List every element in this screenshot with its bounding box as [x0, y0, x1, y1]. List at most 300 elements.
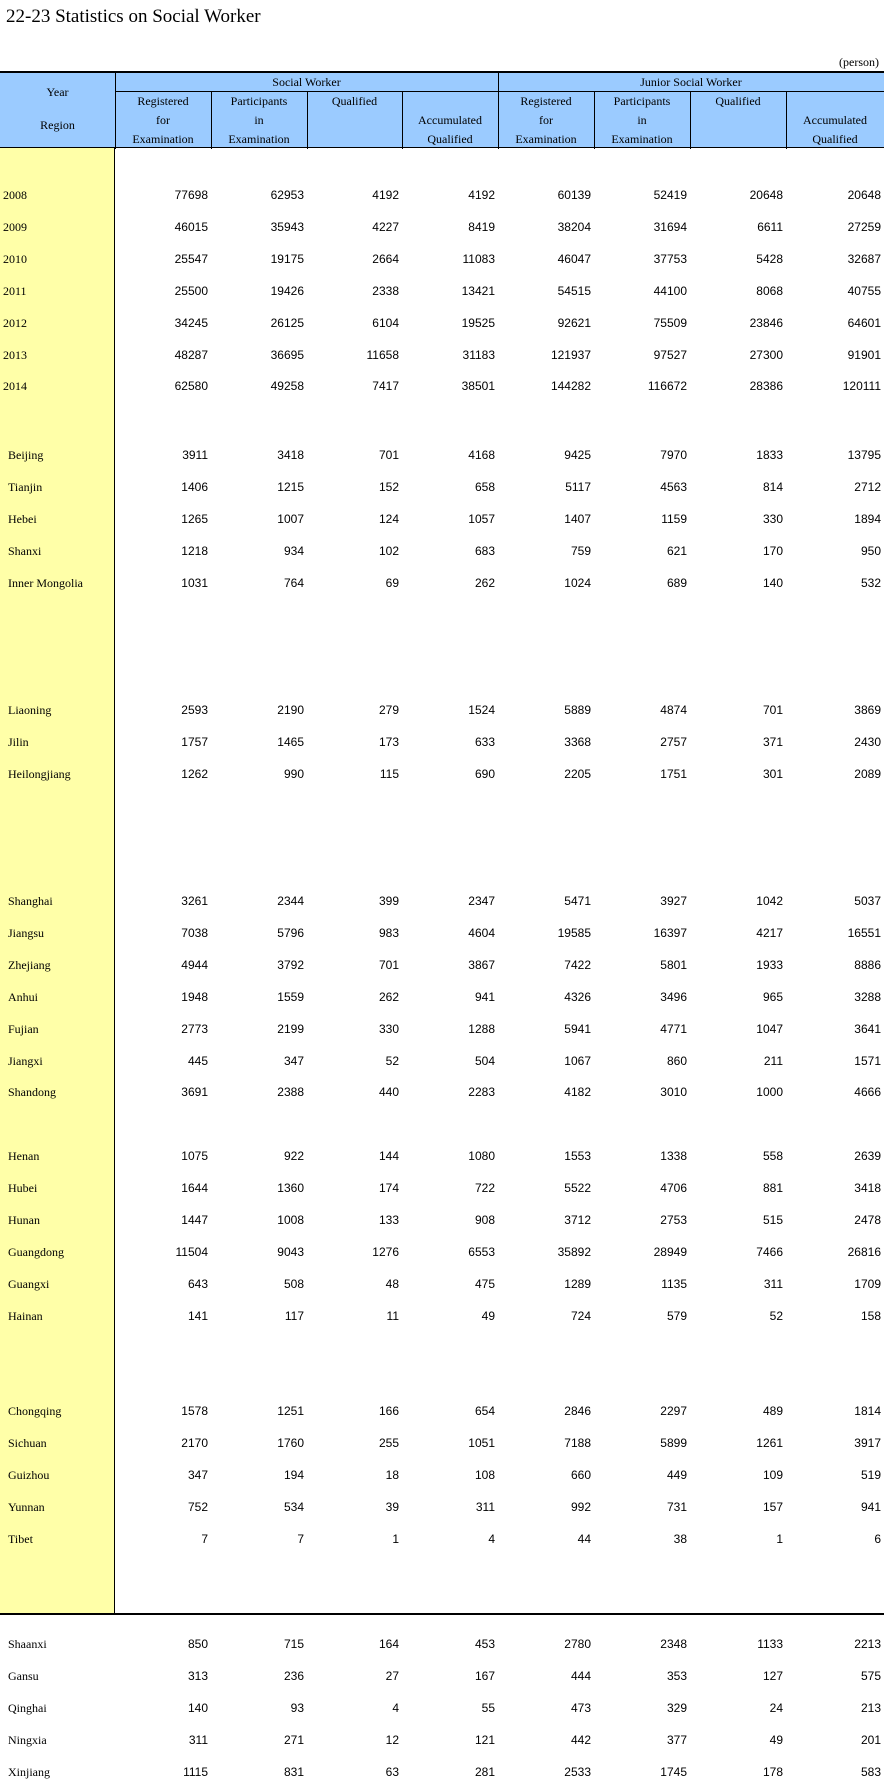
cell-value: 701 — [378, 448, 399, 462]
cell-value: 25500 — [174, 283, 208, 298]
row-label: Hebei — [8, 511, 37, 526]
cell-value: 440 — [378, 1085, 399, 1100]
row-label: Inner Mongolia — [8, 575, 83, 590]
column-header-line: Examination — [515, 132, 577, 146]
cell-value: 701 — [378, 957, 399, 972]
column-header-line: Qualified — [812, 132, 858, 146]
cell-value: 992 — [570, 1499, 591, 1514]
table-row — [0, 1082, 884, 1102]
cell-value: 35892 — [557, 1244, 591, 1259]
cell-value: 860 — [666, 1053, 687, 1068]
table-row — [0, 1178, 884, 1198]
table-row — [0, 1433, 884, 1453]
cell-value: 2388 — [277, 1085, 304, 1100]
cell-value: 377 — [666, 1732, 687, 1747]
cell-value: 814 — [762, 479, 783, 494]
cell-value: 20648 — [847, 188, 881, 202]
table-row — [0, 1306, 884, 1326]
cell-value: 46015 — [174, 219, 208, 234]
cell-value: 715 — [283, 1637, 304, 1651]
cell-value: 1042 — [756, 894, 783, 908]
cell-value: 6 — [874, 1531, 881, 1546]
cell-value: 2846 — [564, 1404, 591, 1418]
page-title: 22-23 Statistics on Social Worker — [6, 6, 261, 27]
cell-value: 38 — [673, 1531, 687, 1546]
cell-value: 211 — [763, 1053, 783, 1068]
cell-value: 329 — [666, 1700, 687, 1715]
cell-value: 1757 — [181, 734, 208, 749]
column-header — [307, 92, 402, 111]
cell-value: 2190 — [277, 703, 304, 717]
cell-value: 38204 — [557, 219, 591, 234]
cell-value: 92621 — [557, 315, 591, 330]
cell-value: 117 — [284, 1308, 304, 1323]
header-divider — [690, 91, 691, 149]
cell-value: 2757 — [660, 734, 687, 749]
cell-value: 4326 — [564, 989, 591, 1004]
cell-value: 3911 — [182, 448, 208, 462]
header-divider — [786, 91, 787, 149]
cell-value: 1559 — [277, 989, 304, 1004]
cell-value: 49 — [769, 1732, 783, 1747]
cell-value: 701 — [762, 703, 783, 717]
cell-value: 24 — [769, 1700, 783, 1715]
cell-value: 660 — [570, 1467, 591, 1482]
header-year: Year — [46, 85, 69, 99]
cell-value: 64601 — [847, 315, 881, 330]
cell-value: 1 — [392, 1531, 399, 1546]
column-header-line: Accumulated — [418, 113, 482, 127]
table-row — [0, 987, 884, 1007]
cell-value: 2348 — [660, 1637, 687, 1651]
cell-value: 2213 — [854, 1637, 881, 1651]
cell-value: 5796 — [277, 925, 304, 940]
cell-value: 4 — [392, 1700, 399, 1715]
cell-value: 140 — [187, 1700, 208, 1715]
column-header — [594, 92, 690, 149]
cell-value: 689 — [666, 575, 687, 590]
table-row — [0, 1210, 884, 1230]
table-row — [0, 477, 884, 497]
cell-value: 255 — [378, 1435, 399, 1450]
cell-value: 4168 — [468, 448, 495, 462]
column-header-line: Examination — [228, 132, 290, 146]
column-header — [115, 92, 211, 149]
cell-value: 3869 — [854, 703, 881, 717]
table-row — [0, 1634, 884, 1654]
cell-value: 52419 — [653, 188, 687, 202]
header-divider — [498, 73, 499, 149]
row-label: Shaanxi — [8, 1637, 47, 1651]
cell-value: 8068 — [756, 283, 783, 298]
cell-value: 1218 — [181, 543, 208, 558]
cell-value: 109 — [762, 1467, 783, 1482]
cell-value: 4874 — [660, 703, 687, 717]
cell-value: 20648 — [749, 188, 783, 202]
cell-value: 1024 — [564, 575, 591, 590]
cell-value: 731 — [666, 1499, 687, 1514]
row-label: Guangdong — [8, 1244, 64, 1259]
row-label: Qinghai — [8, 1700, 47, 1715]
cell-value: 371 — [762, 734, 783, 749]
header-group-junior-social-worker: Junior Social Worker — [640, 75, 742, 89]
column-header-line: in — [254, 113, 264, 127]
cell-value: 1933 — [756, 957, 783, 972]
cell-value: 3641 — [854, 1021, 881, 1036]
cell-value: 3867 — [468, 957, 495, 972]
cell-value: 281 — [474, 1764, 495, 1779]
cell-value: 1008 — [277, 1212, 304, 1227]
cell-value: 60139 — [557, 188, 591, 202]
cell-value: 3496 — [660, 989, 687, 1004]
cell-value: 347 — [283, 1053, 304, 1068]
table-row — [0, 891, 884, 911]
cell-value: 19525 — [461, 315, 495, 330]
cell-value: 941 — [474, 989, 495, 1004]
cell-value: 311 — [188, 1732, 208, 1747]
cell-value: 5801 — [660, 957, 687, 972]
cell-value: 1338 — [660, 1149, 687, 1163]
table-row — [0, 923, 884, 943]
cell-value: 31183 — [462, 347, 495, 362]
cell-value: 19426 — [270, 283, 304, 298]
cell-value: 532 — [860, 575, 881, 590]
cell-value: 5471 — [564, 894, 591, 908]
cell-value: 311 — [763, 1276, 783, 1291]
cell-value: 16551 — [847, 925, 881, 940]
column-header-line: Qualified — [427, 132, 473, 146]
column-header — [786, 111, 884, 149]
cell-value: 449 — [666, 1467, 687, 1482]
cell-value: 5941 — [564, 1021, 591, 1036]
cell-value: 1553 — [564, 1149, 591, 1163]
cell-value: 3712 — [564, 1212, 591, 1227]
cell-value: 1814 — [854, 1404, 881, 1418]
row-label: Ningxia — [8, 1732, 47, 1747]
row-label: Shanxi — [8, 543, 42, 558]
cell-value: 1406 — [181, 479, 208, 494]
table-row — [0, 185, 884, 205]
cell-value: 1578 — [181, 1404, 208, 1418]
cell-value: 152 — [378, 479, 399, 494]
table-row — [0, 541, 884, 561]
cell-value: 1007 — [277, 511, 304, 526]
cell-value: 313 — [187, 1668, 208, 1683]
cell-value: 124 — [378, 511, 399, 526]
cell-value: 4771 — [660, 1021, 687, 1036]
cell-value: 157 — [762, 1499, 783, 1514]
cell-value: 473 — [570, 1700, 591, 1715]
cell-value: 442 — [570, 1732, 591, 1747]
cell-value: 2712 — [854, 479, 881, 494]
column-header-line: Accumulated — [803, 113, 867, 127]
cell-value: 11658 — [366, 347, 399, 362]
cell-value: 5117 — [565, 479, 591, 494]
cell-value: 7970 — [660, 448, 687, 462]
cell-value: 1289 — [564, 1276, 591, 1291]
cell-value: 201 — [860, 1732, 881, 1747]
cell-value: 908 — [474, 1212, 495, 1227]
cell-value: 44 — [577, 1531, 591, 1546]
cell-value: 4666 — [854, 1085, 881, 1100]
cell-value: 31694 — [653, 219, 687, 234]
cell-value: 983 — [378, 925, 399, 940]
row-label: Jiangsu — [8, 925, 44, 940]
column-header-line: in — [637, 113, 647, 127]
cell-value: 49 — [481, 1308, 495, 1323]
row-label: Guangxi — [8, 1276, 50, 1291]
header-divider — [307, 91, 308, 149]
cell-value: 262 — [474, 575, 495, 590]
cell-value: 1407 — [564, 511, 591, 526]
row-label: Jilin — [8, 734, 29, 749]
cell-value: 1524 — [468, 703, 495, 717]
cell-value: 301 — [762, 766, 783, 781]
cell-value: 752 — [187, 1499, 208, 1514]
cell-value: 13421 — [461, 283, 495, 298]
cell-value: 54515 — [557, 283, 591, 298]
cell-value: 1000 — [756, 1085, 783, 1100]
cell-value: 1644 — [181, 1180, 208, 1195]
header-group-social-worker: Social Worker — [272, 75, 341, 89]
row-label: 2010 — [3, 251, 27, 266]
cell-value: 445 — [187, 1053, 208, 1068]
cell-value: 27259 — [847, 219, 881, 234]
column-header-line: Examination — [611, 132, 673, 146]
cell-value: 2664 — [372, 251, 399, 266]
cell-value: 108 — [474, 1467, 495, 1482]
cell-value: 9425 — [564, 448, 591, 462]
cell-value: 3418 — [854, 1180, 881, 1195]
table-row — [0, 1497, 884, 1517]
cell-value: 764 — [283, 575, 304, 590]
cell-value: 3368 — [564, 734, 591, 749]
cell-value: 7038 — [181, 925, 208, 940]
cell-value: 330 — [378, 1021, 399, 1036]
cell-value: 4227 — [372, 219, 399, 234]
cell-value: 26125 — [270, 315, 304, 330]
cell-value: 1447 — [181, 1212, 208, 1227]
cell-value: 683 — [474, 543, 495, 558]
cell-value: 121937 — [550, 347, 591, 362]
cell-value: 19585 — [557, 925, 591, 940]
cell-value: 1288 — [468, 1021, 495, 1036]
cell-value: 262 — [378, 989, 399, 1004]
row-label: Anhui — [8, 989, 38, 1004]
cell-value: 116672 — [647, 379, 687, 394]
row-label: 2009 — [3, 219, 27, 234]
table-row — [0, 217, 884, 237]
cell-value: 1067 — [564, 1053, 591, 1068]
table-row — [0, 1698, 884, 1718]
row-label: Shandong — [8, 1085, 56, 1100]
cell-value: 8886 — [854, 957, 881, 972]
cell-value: 39 — [385, 1499, 399, 1514]
column-header-line: for — [539, 113, 553, 127]
table-row — [0, 732, 884, 752]
column-header — [402, 111, 498, 149]
cell-value: 37753 — [653, 251, 687, 266]
cell-value: 170 — [762, 543, 783, 558]
cell-value: 1215 — [277, 479, 304, 494]
row-label: 2012 — [3, 315, 27, 330]
cell-value: 19175 — [270, 251, 304, 266]
cell-value: 515 — [762, 1212, 783, 1227]
table-row — [0, 1529, 884, 1549]
cell-value: 4 — [488, 1531, 495, 1546]
header-divider — [115, 73, 116, 149]
cell-value: 236 — [283, 1668, 304, 1683]
cell-value: 2283 — [468, 1085, 495, 1100]
cell-value: 2478 — [854, 1212, 881, 1227]
cell-value: 11 — [386, 1308, 399, 1323]
cell-value: 311 — [475, 1499, 495, 1514]
cell-value: 279 — [378, 703, 399, 717]
cell-value: 475 — [474, 1276, 495, 1291]
cell-value: 1276 — [372, 1244, 399, 1259]
column-header-line: Examination — [132, 132, 194, 146]
cell-value: 1075 — [181, 1149, 208, 1163]
cell-value: 2780 — [564, 1637, 591, 1651]
cell-value: 1251 — [277, 1404, 304, 1418]
cell-value: 12 — [385, 1732, 399, 1747]
cell-value: 55 — [481, 1700, 495, 1715]
cell-value: 5889 — [564, 703, 591, 717]
cell-value: 93 — [290, 1700, 304, 1715]
cell-value: 62953 — [270, 188, 304, 202]
cell-value: 7188 — [564, 1435, 591, 1450]
cell-value: 48287 — [174, 347, 208, 362]
column-header-line: Participants — [613, 94, 671, 108]
cell-value: 52 — [769, 1308, 783, 1323]
cell-value: 18 — [385, 1467, 399, 1482]
cell-value: 1080 — [468, 1149, 495, 1163]
cell-value: 213 — [860, 1700, 881, 1715]
cell-value: 1031 — [181, 575, 208, 590]
row-label: 2013 — [3, 347, 27, 362]
cell-value: 26816 — [847, 1244, 881, 1259]
cell-value: 850 — [187, 1637, 208, 1651]
column-header-line: Registered — [520, 94, 572, 108]
cell-value: 1709 — [854, 1276, 881, 1291]
cell-value: 28386 — [749, 379, 783, 394]
cell-value: 174 — [378, 1180, 399, 1195]
row-label: Guizhou — [8, 1467, 50, 1482]
cell-value: 831 — [283, 1764, 304, 1779]
row-label: Zhejiang — [8, 957, 51, 972]
cell-value: 167 — [474, 1668, 495, 1683]
cell-value: 4192 — [468, 188, 495, 202]
cell-value: 144 — [378, 1149, 399, 1163]
table-row — [0, 376, 884, 396]
cell-value: 654 — [474, 1404, 495, 1418]
cell-value: 11083 — [462, 251, 495, 266]
row-label: Sichuan — [8, 1435, 47, 1450]
row-label: Fujian — [8, 1021, 39, 1036]
cell-value: 453 — [474, 1637, 495, 1651]
cell-value: 16397 — [653, 925, 687, 940]
cell-value: 1948 — [181, 989, 208, 1004]
cell-value: 194 — [283, 1467, 304, 1482]
table-row — [0, 1242, 884, 1262]
row-label: Yunnan — [8, 1499, 45, 1514]
cell-value: 102 — [378, 543, 399, 558]
column-header-line: for — [156, 113, 170, 127]
cell-value: 724 — [570, 1308, 591, 1323]
table-row — [0, 1762, 884, 1782]
cell-value: 1261 — [756, 1435, 783, 1450]
cell-value: 9043 — [277, 1244, 304, 1259]
row-label: Henan — [8, 1149, 40, 1163]
table-row — [0, 445, 884, 465]
cell-value: 950 — [860, 543, 881, 558]
column-header — [211, 92, 307, 149]
cell-value: 144282 — [550, 379, 591, 394]
cell-value: 35943 — [270, 219, 304, 234]
table-row — [0, 1401, 884, 1421]
header-divider — [211, 91, 212, 149]
table-row — [0, 1274, 884, 1294]
cell-value: 1894 — [854, 511, 881, 526]
cell-value: 91901 — [847, 347, 881, 362]
cell-value: 52 — [385, 1053, 399, 1068]
cell-value: 62580 — [174, 379, 208, 394]
cell-value: 6104 — [372, 315, 399, 330]
cell-value: 27300 — [749, 347, 783, 362]
cell-value: 34245 — [174, 315, 208, 330]
row-label: Jiangxi — [8, 1053, 43, 1068]
row-label: Heilongjiang — [8, 766, 71, 781]
column-header-line: Registered — [137, 94, 189, 108]
table-row — [0, 1730, 884, 1750]
cell-value: 49258 — [270, 379, 304, 394]
table-row — [0, 249, 884, 269]
cell-value: 5428 — [756, 251, 783, 266]
cell-value: 271 — [283, 1732, 304, 1747]
cell-value: 2199 — [277, 1021, 304, 1036]
cell-value: 2593 — [181, 703, 208, 717]
cell-value: 164 — [378, 1637, 399, 1651]
cell-value: 2773 — [181, 1021, 208, 1036]
cell-value: 141 — [187, 1308, 208, 1323]
table-row — [0, 1465, 884, 1485]
column-header — [498, 92, 594, 149]
cell-value: 1057 — [468, 511, 495, 526]
cell-value: 508 — [283, 1276, 304, 1291]
cell-value: 46047 — [557, 251, 591, 266]
cell-value: 2430 — [854, 734, 881, 749]
cell-value: 1360 — [277, 1180, 304, 1195]
cell-value: 140 — [762, 575, 783, 590]
cell-value: 77698 — [174, 188, 208, 202]
cell-value: 7466 — [756, 1244, 783, 1259]
cell-value: 3792 — [277, 957, 304, 972]
cell-value: 489 — [762, 1404, 783, 1418]
cell-value: 990 — [283, 766, 304, 781]
cell-value: 13795 — [847, 448, 881, 462]
cell-value: 690 — [474, 766, 495, 781]
cell-value: 399 — [378, 894, 399, 908]
cell-value: 36695 — [270, 347, 304, 362]
cell-value: 127 — [762, 1668, 783, 1683]
cell-value: 4217 — [756, 925, 783, 940]
cell-value: 1571 — [854, 1053, 881, 1068]
cell-value: 2297 — [660, 1404, 687, 1418]
cell-value: 121 — [474, 1732, 495, 1747]
cell-value: 44100 — [653, 283, 687, 298]
cell-value: 4706 — [660, 1180, 687, 1195]
cell-value: 4604 — [468, 925, 495, 940]
